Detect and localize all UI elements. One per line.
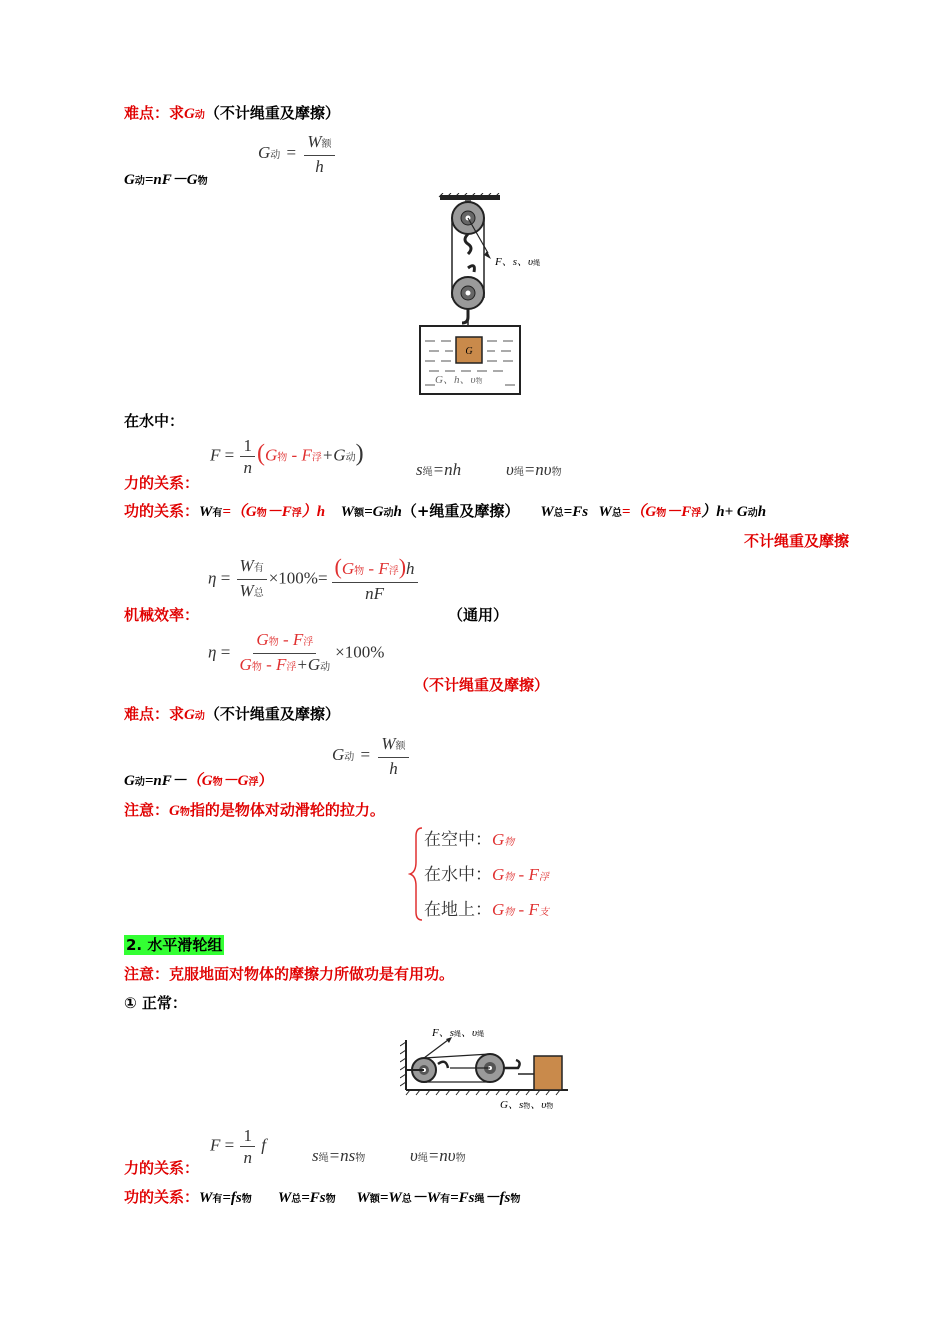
in-water-heading: 在水中： bbox=[124, 412, 185, 430]
gdong-fraction-1: G动 = $\frac{\text{W额}}{h}$ bbox=[258, 132, 337, 176]
s-relation: s绳=nh bbox=[416, 460, 462, 479]
horizontal-s-relation: s绳=ns物 bbox=[312, 1146, 366, 1165]
efficiency-general-note: （通用） bbox=[448, 606, 509, 624]
difficulty-label: 难点：求 bbox=[124, 104, 185, 122]
horizontal-rope-label: F、s绳、υ绳 bbox=[432, 1027, 485, 1039]
v-relation: υ绳=nυ物 bbox=[506, 460, 562, 479]
gdong-fraction-2: G动 = $\frac{\text{W额}}{h}$ bbox=[332, 734, 411, 778]
case-ground: 在地上：G物 - F支 bbox=[424, 900, 549, 920]
gdong-formula-1: G动=nF－G物 bbox=[124, 172, 208, 188]
work-relation-line: 功的关系：W有=（G物－F浮）h W额=G动h（+绳重及摩擦） W总=Fs W总=（G物－F浮）h+ G动h bbox=[124, 502, 767, 520]
cases-brace bbox=[408, 826, 424, 922]
rope-label: F、s、υ绳 bbox=[495, 256, 541, 268]
horizontal-force-formula: F = $\frac{1}{n}$ f bbox=[210, 1126, 266, 1167]
horizontal-force-label: 力的关系： bbox=[124, 1159, 200, 1177]
difficulty-line-1: 难点：求G动（不计绳重及摩擦） bbox=[124, 104, 340, 122]
efficiency-no-friction-note: （不计绳重及摩擦） bbox=[414, 676, 550, 694]
note-gwu-line: 注意：G物指的是物体对动滑轮的拉力。 bbox=[124, 801, 385, 819]
horizontal-pulley-diagram bbox=[400, 1022, 580, 1114]
force-relation-label: 力的关系： bbox=[124, 474, 200, 492]
box-label: G bbox=[465, 346, 473, 357]
efficiency-label: 机械效率： bbox=[124, 606, 200, 624]
efficiency-general-formula: η = $\frac{\text{W有}}{\text{W总}}$ ×100%= $\frac{\text{(G物 - F浮)h}}{nF}$ bbox=[208, 556, 422, 603]
efficiency-no-friction-formula: η = $\frac{\text{G物 - F浮}}{\text{G物 - F浮+G动}}$ ×100% bbox=[208, 630, 385, 674]
object-label: G、h、υ物 bbox=[435, 374, 483, 386]
horizontal-work-line: 功的关系：W有=fs物 W总=Fs物 W额=W总－W有=Fs绳－fs物 bbox=[124, 1188, 521, 1206]
horizontal-v-relation: υ绳=nυ物 bbox=[410, 1146, 466, 1165]
section-heading-horizontal: 2. 水平滑轮组 bbox=[126, 936, 223, 954]
case-air: 在空中：G物 bbox=[424, 830, 515, 850]
case-normal-heading: ① 正常： bbox=[124, 994, 187, 1012]
force-relation-formula: F = $\frac{1}{n}$ (G物 - F浮+G动) bbox=[210, 436, 364, 477]
pulley-water-diagram bbox=[415, 193, 565, 398]
no-friction-note-right: 不计绳重及摩擦 bbox=[744, 532, 850, 550]
horizontal-note: 注意：克服地面对物体的摩擦力所做功是有用功。 bbox=[124, 965, 455, 983]
cases-list bbox=[424, 824, 549, 929]
horizontal-object-label: G、s物、υ物 bbox=[500, 1099, 554, 1111]
case-water: 在水中：G物 - F浮 bbox=[424, 865, 549, 885]
difficulty-line-2: 难点：求G动（不计绳重及摩擦） bbox=[124, 705, 340, 723]
gdong-formula-2: G动=nF－（G物－G浮） bbox=[124, 771, 274, 789]
